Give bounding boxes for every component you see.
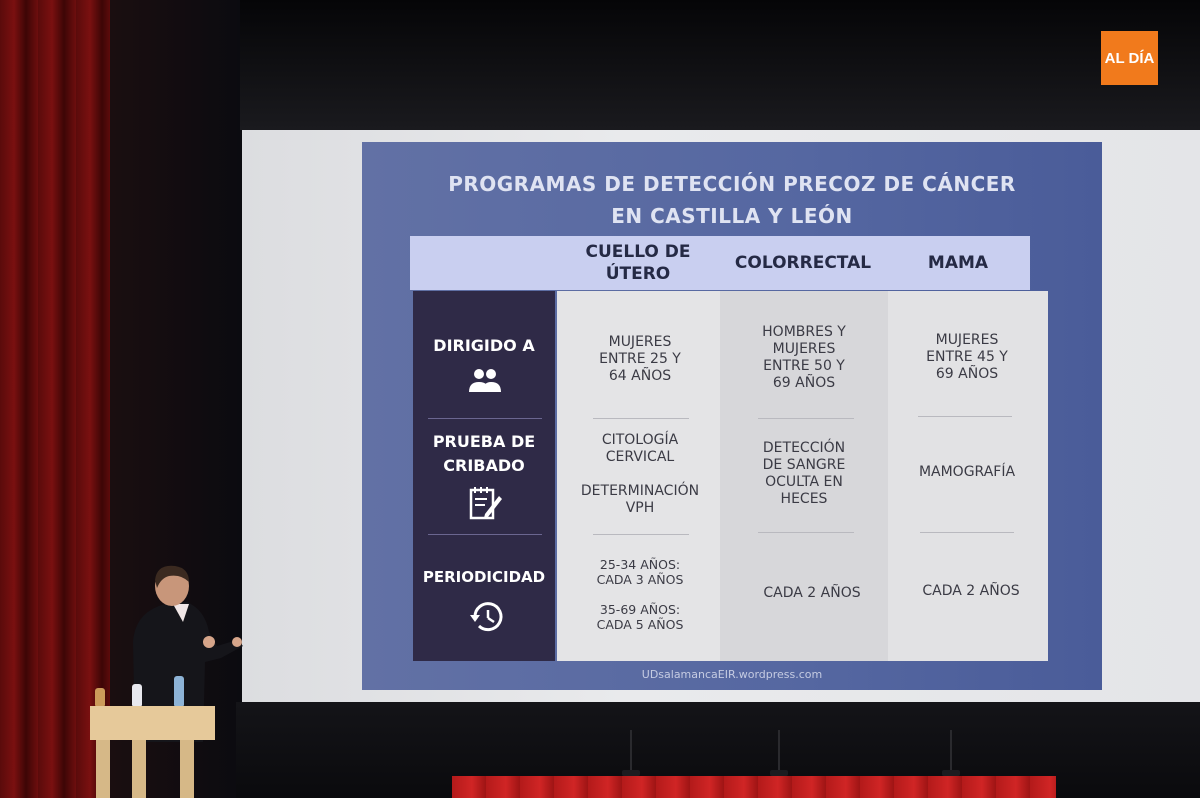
cell-line: DETECCIÓN — [762, 440, 846, 456]
podium-leg — [180, 740, 194, 798]
cell-line: MUJERES — [608, 334, 672, 350]
people-icon — [465, 362, 505, 402]
cell-spacer — [567, 587, 713, 602]
cell-line: 64 AÑOS — [608, 368, 672, 384]
bottle — [132, 684, 142, 706]
table-cell — [567, 334, 713, 385]
slide-title-line1: PROGRAMAS DE DETECCIÓN PRECOZ DE CÁNCER — [448, 172, 1016, 196]
cell-line: OCULTA EN — [765, 474, 843, 490]
row-divider — [593, 534, 689, 535]
microphone — [778, 730, 780, 774]
row-divider — [758, 532, 854, 533]
row-divider — [428, 418, 542, 419]
slide-footer-url: UDsalamancaEIR.wordpress.com — [641, 668, 823, 681]
row-label-line: CRIBADO — [443, 456, 525, 475]
cell-line: DETERMINACIÓN — [580, 483, 700, 499]
row-divider — [758, 418, 854, 419]
row-divider — [593, 418, 689, 419]
cell-line: CITOLOGÍA — [601, 432, 679, 448]
cell-line: HOMBRES Y — [762, 324, 846, 340]
column-header-line: CUELLO DE — [585, 242, 691, 262]
water-bottle — [174, 676, 184, 706]
table-cell — [567, 557, 713, 632]
row-divider — [920, 532, 1014, 533]
cell-line: DE SANGRE — [762, 457, 846, 473]
checklist-icon — [465, 484, 505, 524]
table-cell — [898, 583, 1044, 600]
table-cell — [894, 332, 1040, 383]
table-cell — [730, 324, 878, 392]
cell-spacer — [567, 466, 713, 483]
cell-line: CADA 3 AÑOS — [596, 572, 684, 587]
row-label-dirigido-a — [413, 334, 555, 358]
panel-table — [452, 776, 1056, 798]
cell-line: CERVICAL — [605, 449, 675, 465]
cell-line: MAMOGRAFÍA — [918, 464, 1016, 480]
row-divider — [918, 416, 1012, 417]
cell-line: CADA 2 AÑOS — [763, 585, 861, 601]
cell-line: 25-34 AÑOS: — [599, 557, 681, 572]
row-divider — [428, 534, 542, 535]
cell-line: 69 AÑOS — [935, 366, 999, 382]
row-label-prueba-cribado — [413, 430, 555, 478]
table-cell — [730, 440, 878, 508]
table-cell — [894, 464, 1040, 481]
column-header-line: MAMA — [927, 253, 989, 273]
cell-line: ENTRE 25 Y — [599, 351, 681, 367]
al-dia-logo: AL DÍA — [1101, 31, 1158, 85]
column-header-line: ÚTERO — [605, 264, 671, 284]
cell-line: ENTRE 50 Y — [763, 358, 845, 374]
column-header-colorrectal — [720, 236, 886, 290]
column-header-line: COLORRECTAL — [734, 253, 872, 273]
row-label-line: PERIODICIDAD — [422, 568, 546, 586]
column-header-mama — [886, 236, 1030, 290]
microphone — [950, 730, 952, 774]
row-label-periodicidad — [413, 565, 555, 589]
microphone — [630, 730, 632, 774]
column-header-cuello-utero — [556, 236, 720, 290]
row-label-line: PRUEBA DE — [432, 432, 536, 451]
stage-curtain — [0, 0, 110, 798]
podium — [90, 706, 215, 740]
cell-line: CADA 5 AÑOS — [596, 617, 684, 632]
row-label-line: DIRIGIDO A — [433, 336, 535, 355]
cell-line: VPH — [625, 500, 655, 516]
cell-line: MUJERES — [772, 341, 836, 357]
cell-line: 69 AÑOS — [772, 375, 836, 391]
table-cell — [567, 432, 713, 517]
history-icon — [467, 597, 507, 637]
bottle — [95, 688, 105, 706]
podium-leg — [132, 740, 146, 798]
table-cell — [738, 585, 886, 602]
cell-line: MUJERES — [935, 332, 999, 348]
cell-line: HECES — [780, 491, 828, 507]
podium-leg — [96, 740, 110, 798]
slide-title-line2: EN CASTILLA Y LEÓN — [611, 204, 853, 228]
cell-line: ENTRE 45 Y — [926, 349, 1008, 365]
cell-line: 35-69 AÑOS: — [599, 602, 681, 617]
cell-line: CADA 2 AÑOS — [922, 583, 1020, 599]
slide-title — [362, 168, 1102, 232]
